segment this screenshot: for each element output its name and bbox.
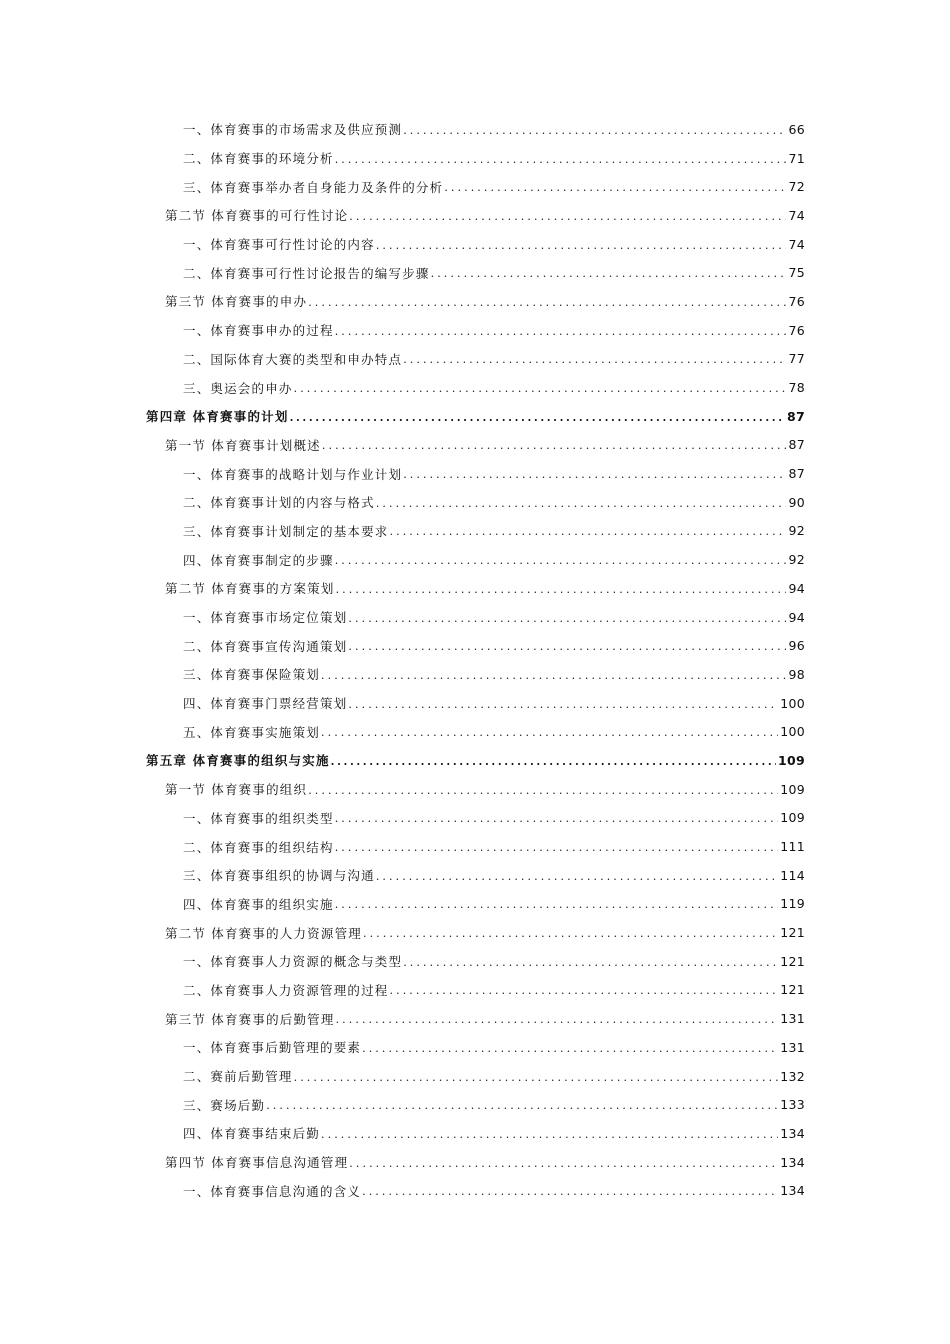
dot-leader [362,1042,778,1055]
toc-entry[interactable] [0,947,950,976]
dot-leader [349,210,786,223]
toc-entry-title: 三、体育赛事举办者自身能力及条件的分析 [183,179,444,195]
toc-entry-page: 119 [780,896,805,912]
dot-leader [321,669,786,682]
toc-entry-page: 74 [788,236,805,252]
toc-entry[interactable] [0,258,950,287]
toc-entry-title: 三、体育赛事计划制定的基本要求 [183,523,389,539]
toc-entry-page: 111 [780,839,805,855]
toc-entry[interactable] [0,545,950,574]
toc-entry[interactable] [0,402,950,431]
dot-leader [390,525,787,538]
dot-leader [294,382,787,395]
toc-entry-title: 一、体育赛事申办的过程 [183,323,334,339]
dot-leader [363,927,778,940]
toc-entry-page: 87 [787,408,805,424]
toc-entry[interactable] [0,660,950,689]
toc-entry[interactable] [0,201,950,230]
dot-leader [321,1128,778,1141]
toc-entry[interactable] [0,172,950,201]
dot-leader [335,812,779,825]
toc-entry-title: 一、体育赛事的市场需求及供应预测 [183,122,403,138]
toc-entry-page: 121 [780,953,805,969]
toc-entry[interactable] [0,832,950,861]
dot-leader [294,1071,779,1084]
toc-entry-page: 87 [788,466,805,482]
toc-entry-page: 66 [788,121,805,137]
dot-leader [290,411,785,424]
toc-entry-title: 第四章 体育赛事的计划 [146,409,289,425]
toc-entry-page: 121 [780,982,805,998]
toc-entry-title: 一、体育赛事的战略计划与作业计划 [183,466,403,482]
toc-entry-page: 131 [780,1011,805,1027]
toc-entry[interactable] [0,861,950,890]
dot-leader [390,984,779,997]
toc-entry-page: 121 [780,925,805,941]
toc-entry[interactable] [0,517,950,546]
toc-entry-title: 四、体育赛事制定的步骤 [183,552,334,568]
toc-entry[interactable] [0,431,950,460]
toc-entry-title: 三、体育赛事保险策划 [183,667,321,683]
toc-entry[interactable] [0,890,950,919]
toc-entry[interactable] [0,574,950,603]
dot-leader [376,870,778,883]
toc-entry-title: 二、体育赛事人力资源管理的过程 [183,982,389,998]
toc-entry-title: 二、体育赛事可行性讨论报告的编写步骤 [183,265,430,281]
toc-entry-title: 一、体育赛事的组织类型 [183,810,334,826]
toc-entry-page: 131 [780,1039,805,1055]
dot-leader [335,325,787,338]
toc-entry-page: 100 [780,695,805,711]
toc-entry-title: 第一节 体育赛事的组织 [165,782,308,798]
toc-entry[interactable] [0,488,950,517]
toc-entry[interactable] [0,144,950,173]
toc-entry-title: 四、体育赛事门票经营策划 [183,696,348,712]
dot-leader [376,497,787,510]
dot-leader [336,1013,779,1026]
toc-entry-title: 三、奥运会的申办 [183,380,293,396]
toc-entry-title: 四、体育赛事结束后勤 [183,1126,321,1142]
toc-entry[interactable] [0,459,950,488]
dot-leader [403,124,786,137]
toc-entry-page: 109 [780,810,805,826]
dot-leader [308,784,778,797]
toc-entry-page: 92 [788,552,805,568]
toc-entry-title: 二、体育赛事的组织结构 [183,839,334,855]
toc-entry[interactable] [0,287,950,316]
toc-entry-page: 100 [780,724,805,740]
toc-entry-page: 114 [780,867,805,883]
toc-entry-page: 71 [788,150,805,166]
toc-entry[interactable] [0,316,950,345]
toc-entry-page: 109 [778,752,805,768]
toc-entry[interactable] [0,1119,950,1148]
toc-entry-page: 94 [788,609,805,625]
toc-entry-page: 133 [780,1097,805,1113]
toc-entry-title: 二、赛前后勤管理 [183,1069,293,1085]
dot-leader [321,726,778,739]
toc-entry-title: 二、体育赛事的环境分析 [183,151,334,167]
toc-entry-title: 二、体育赛事计划的内容与格式 [183,495,375,511]
toc-entry-page: 76 [788,322,805,338]
toc-entry-title: 一、体育赛事后勤管理的要素 [183,1040,362,1056]
toc-entry-page: 77 [788,351,805,367]
toc-entry-page: 87 [788,437,805,453]
dot-leader [403,956,778,969]
toc-entry-page: 134 [780,1125,805,1141]
toc-entry-title: 二、体育赛事宣传沟通策划 [183,638,348,654]
dot-leader [335,554,787,567]
toc-entry[interactable] [0,373,950,402]
toc-entry-page: 76 [788,293,805,309]
toc-entry-page: 96 [788,638,805,654]
toc-entry[interactable] [0,1148,950,1177]
toc-entry-title: 三、体育赛事组织的协调与沟通 [183,868,375,884]
toc-entry[interactable] [0,631,950,660]
toc-entry[interactable] [0,689,950,718]
dot-leader [266,1099,778,1112]
toc-entry-page: 109 [780,781,805,797]
toc-entry-title: 第三节 体育赛事的后勤管理 [165,1011,335,1027]
dot-leader [431,267,787,280]
toc-entry[interactable] [0,918,950,947]
toc-entry[interactable] [0,230,950,259]
toc-entry-title: 第二节 体育赛事的方案策划 [165,581,335,597]
dot-leader [335,898,779,911]
toc-entry-page: 72 [788,179,805,195]
toc-entry-page: 132 [780,1068,805,1084]
toc-entry-page: 94 [788,580,805,596]
toc-entry-title: 一、体育赛事人力资源的概念与类型 [183,954,403,970]
toc-entry-title: 一、体育赛事市场定位策划 [183,610,348,626]
toc-entry-title: 第五章 体育赛事的组织与实施 [146,753,330,769]
toc-entry[interactable] [0,345,950,374]
toc-entry-page: 90 [788,494,805,510]
toc-entry[interactable] [0,1176,950,1205]
toc-entry-title: 一、体育赛事可行性讨论的内容 [183,237,375,253]
dot-leader [335,153,787,166]
dot-leader [308,296,786,309]
toc-entry[interactable] [0,1004,950,1033]
toc-entry[interactable] [0,115,950,144]
dot-leader [349,1157,778,1170]
toc-entry-page: 134 [780,1154,805,1170]
toc-entry[interactable] [0,1033,950,1062]
toc-entry-title: 一、体育赛事信息沟通的含义 [183,1183,362,1199]
dot-leader [335,841,779,854]
toc-entry[interactable] [0,1062,950,1091]
toc-entry[interactable] [0,746,950,775]
toc-entry-title: 二、国际体育大赛的类型和申办特点 [183,351,403,367]
toc-entry-title: 第三节 体育赛事的申办 [165,294,308,310]
dot-leader [336,583,787,596]
dot-leader [348,698,778,711]
toc-entry[interactable] [0,976,950,1005]
toc-entry-title: 第二节 体育赛事的人力资源管理 [165,925,362,941]
dot-leader [376,239,787,252]
toc-entry[interactable] [0,717,950,746]
dot-leader [362,1185,778,1198]
toc-entry[interactable] [0,804,950,833]
toc-entry[interactable] [0,1090,950,1119]
dot-leader [403,353,786,366]
toc-entry-page: 74 [788,207,805,223]
toc-entry-page: 92 [788,523,805,539]
toc-entry-title: 三、赛场后勤 [183,1097,266,1113]
toc-entry-page: 98 [788,666,805,682]
toc-entry-title: 五、体育赛事实施策划 [183,724,321,740]
toc-entry[interactable] [0,603,950,632]
dot-leader [331,755,776,768]
dot-leader [403,468,786,481]
toc-entry-page: 78 [788,380,805,396]
toc-entry-title: 第四节 体育赛事信息沟通管理 [165,1155,349,1171]
table-of-contents [0,115,950,1205]
dot-leader [348,640,786,653]
dot-leader [444,181,786,194]
toc-entry-page: 134 [780,1183,805,1199]
toc-entry[interactable] [0,775,950,804]
toc-entry-title: 第一节 体育赛事计划概述 [165,437,321,453]
toc-entry-title: 第二节 体育赛事的可行性讨论 [165,208,349,224]
toc-entry-page: 75 [788,265,805,281]
dot-leader [348,612,786,625]
dot-leader [322,439,787,452]
toc-entry-title: 四、体育赛事的组织实施 [183,896,334,912]
